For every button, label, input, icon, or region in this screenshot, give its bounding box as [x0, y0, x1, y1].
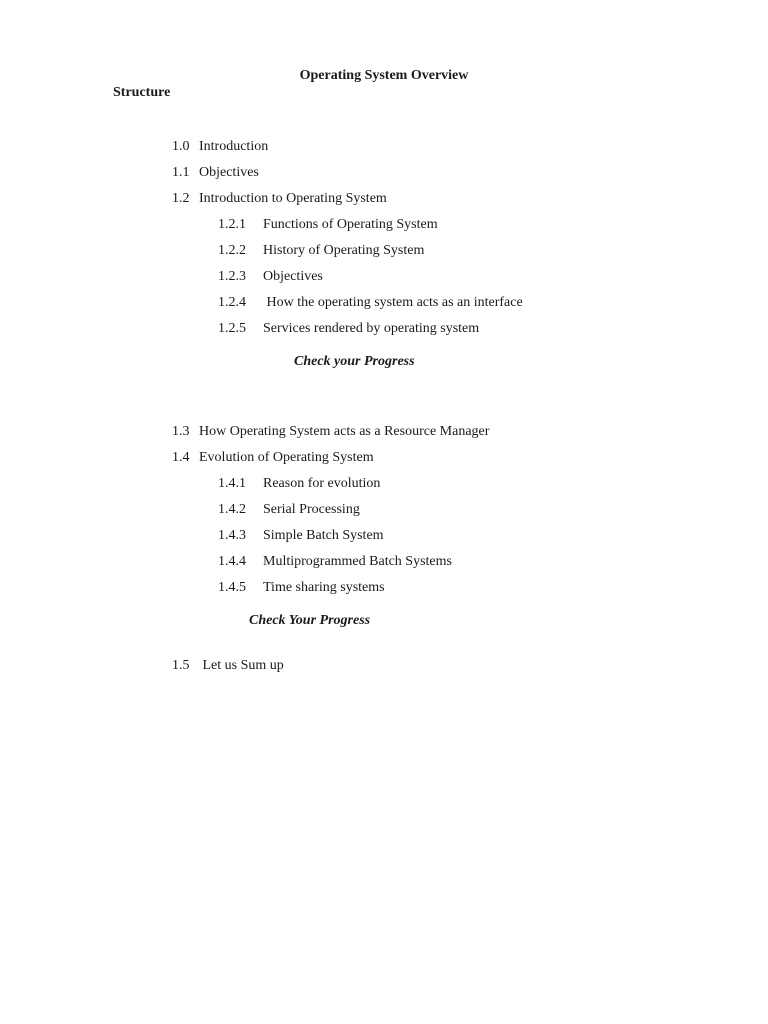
toc-number: 1.4	[172, 450, 190, 465]
toc-subentry	[204, 561, 385, 615]
structure-heading: Structure	[113, 85, 171, 100]
check-progress-heading: Check Your Progress	[249, 613, 371, 628]
toc-number: 1.2.2	[218, 243, 246, 258]
toc-number: 1.4.5	[218, 580, 246, 595]
toc-subentry	[204, 302, 479, 356]
toc-text: Time sharing systems	[263, 580, 385, 595]
toc-number: 1.2.3	[218, 269, 246, 284]
toc-text: Simple Batch System	[263, 528, 384, 543]
toc-text: Services rendered by operating system	[263, 321, 480, 336]
toc-text: How Operating System acts as a Resource Manager	[199, 424, 490, 439]
toc-entry	[158, 639, 284, 693]
toc-text: Reason for evolution	[263, 476, 381, 491]
toc-number: 1.2.1	[218, 217, 246, 232]
document-title: Operating System Overview	[299, 68, 469, 83]
toc-text: Serial Processing	[263, 502, 360, 517]
toc-text: Multiprogrammed Batch Systems	[263, 554, 452, 569]
toc-number: 1.4.2	[218, 502, 246, 517]
toc-number: 1.4.4	[218, 554, 246, 569]
toc-text: Objectives	[199, 165, 259, 180]
toc-number: 1.4.1	[218, 476, 246, 491]
toc-text: Introduction to Operating System	[199, 191, 387, 206]
toc-text: History of Operating System	[263, 243, 425, 258]
toc-number: 1.4.3	[218, 528, 246, 543]
toc-number: 1.5	[172, 658, 190, 673]
check-progress-heading: Check your Progress	[294, 354, 415, 369]
toc-number: 1.2.5	[218, 321, 246, 336]
toc-text: Evolution of Operating System	[199, 450, 374, 465]
toc-text: Let us Sum up	[199, 658, 284, 673]
toc-text: Objectives	[263, 269, 323, 284]
toc-text: How the operating system acts as an interface	[263, 295, 523, 310]
toc-number: 1.2.4	[218, 295, 246, 310]
toc-text: Introduction	[199, 139, 269, 154]
toc-number: 1.1	[172, 165, 190, 180]
toc-number: 1.2	[172, 191, 190, 206]
toc-number: 1.3	[172, 424, 190, 439]
toc-number: 1.0	[172, 139, 190, 154]
toc-text: Functions of Operating System	[263, 217, 438, 232]
